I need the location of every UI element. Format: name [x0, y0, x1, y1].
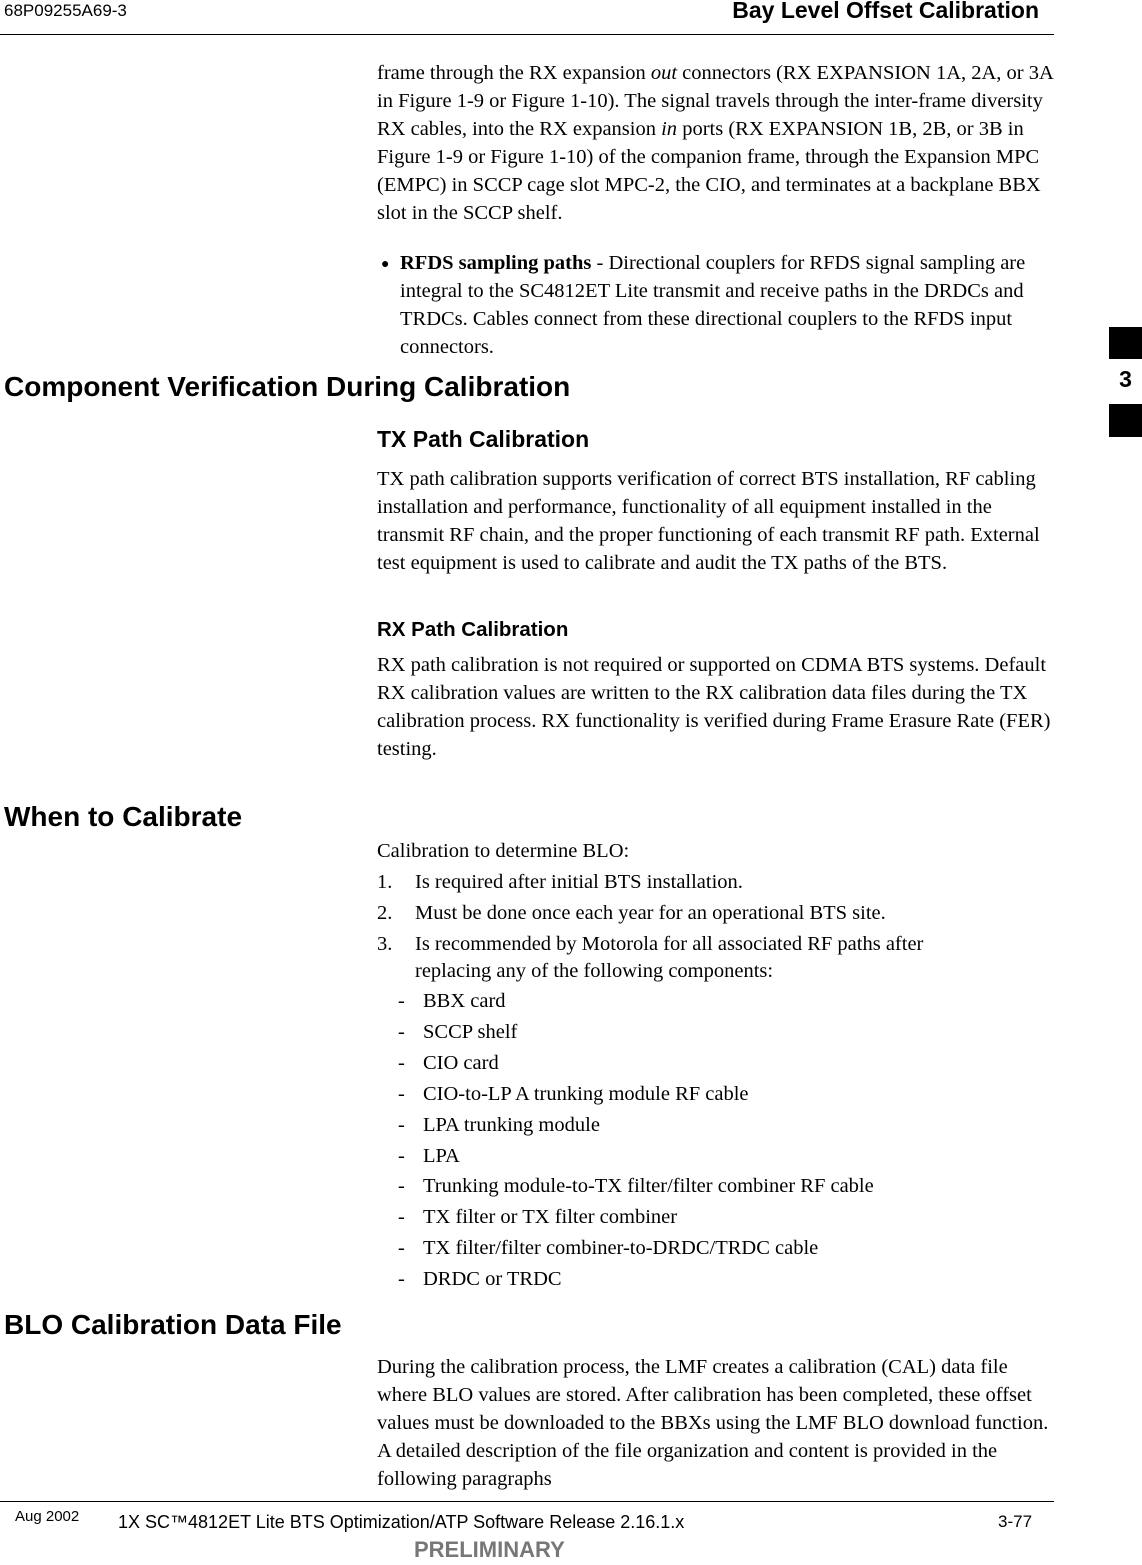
component-list-item: - CIO card: [398, 1052, 499, 1074]
heading-tx-path-calibration: TX Path Calibration: [377, 426, 590, 452]
preliminary-label: PRELIMINARY: [414, 1537, 565, 1562]
rx-path-paragraph: RX path calibration is not required or supported on CDMA BTS systems. Default RX calibration values are written to the RX calibration data files during the TX calibration process. RX functionality is verified during Frame Erasure Rate (FER) testing.: [377, 654, 1051, 760]
footer-rule: [0, 1501, 1054, 1502]
numbered-item-3: 3. Is recommended by Motorola for all associated RF paths after: [377, 933, 924, 955]
rfds-bullet-item: RFDS sampling paths - Directional couplers for RFDS signal sampling are integral to the SC4812ET Lite transmit and receive paths in the DRDCs and TRDCs. Cables connect from these directional couplers to the RFDS input connectors.: [400, 252, 1026, 358]
component-list-item: - CIO-to-LP A trunking module RF cable: [398, 1083, 749, 1105]
footer-date: Aug 2002: [15, 1508, 80, 1525]
blo-data-file-paragraph: During the calibration process, the LMF creates a calibration (CAL) data file where BLO values are stored. After calibration has been completed, these offset values must be downloaded to the BBXs using the LMF BLO download function. A detailed description of the file organization and content is provided in the following paragraphs: [377, 1356, 1049, 1490]
component-list-item: - TX filter/filter combiner-to-DRDC/TRDC cable: [398, 1237, 819, 1259]
bullet-marker: ●: [381, 257, 390, 272]
component-list-item: - TX filter or TX filter combiner: [398, 1206, 678, 1228]
tx-path-paragraph: TX path calibration supports verification of correct BTS installation, RF cabling installation and performance, functionality of all equipment installed in the transmit RF chain, and the proper functioning of each transmit RF path. External test equipment is used to calibrate and audit the TX paths of the BTS.: [377, 468, 1040, 574]
numbered-item-3-continuation: replacing any of the following components:: [415, 960, 774, 982]
heading-rx-path-calibration: RX Path Calibration: [377, 618, 569, 641]
chapter-tab-lower-block: [1109, 404, 1142, 437]
section-header-title: Bay Level Offset Calibration: [732, 0, 1039, 23]
component-list-item: - BBX card: [398, 990, 506, 1012]
component-list-item: - DRDC or TRDC: [398, 1268, 562, 1290]
footer-document-title: 1X SC™4812ET Lite BTS Optimization/ATP Software Release 2.16.1.x: [118, 1512, 685, 1532]
numbered-item-1: 1. Is required after initial BTS installation.: [377, 871, 743, 893]
footer-page-number: 3-77: [998, 1512, 1033, 1531]
header-rule: [0, 34, 1054, 35]
heading-when-to-calibrate: When to Calibrate: [4, 801, 243, 832]
chapter-tab-number: 3: [1119, 366, 1132, 392]
component-list-item: - LPA trunking module: [398, 1114, 600, 1136]
component-list-item: - LPA: [398, 1145, 460, 1167]
rfds-bullet-lead: RFDS sampling paths: [400, 252, 592, 274]
component-list-item: - Trunking module-to-TX filter/filter combiner RF cable: [398, 1175, 874, 1197]
when-intro-text: Calibration to determine BLO:: [377, 840, 630, 862]
chapter-tab-upper-block: [1109, 327, 1142, 359]
heading-blo-calibration-data-file: BLO Calibration Data File: [4, 1309, 342, 1340]
component-list-item: - SCCP shelf: [398, 1021, 518, 1043]
intro-continuation-paragraph: frame through the RX expansion out connectors (RX EXPANSION 1A, 2A, or 3A in Figure 1-9 or Figure 1-10). The signal travels through the inter-frame diversity RX cables, into the RX expansion in ports (RX EXPANSION 1B, 2B, or 3B in Figure 1-9 or Figure 1-10) of the companion frame, through the Expansion MPC (EMPC) in SCCP cage slot MPC-2, the CIO, and terminates at a backplane BBX slot in the SCCP shelf.: [377, 62, 1053, 224]
numbered-item-2: 2. Must be done once each year for an operational BTS site.: [377, 902, 886, 924]
heading-component-verification: Component Verification During Calibration: [4, 371, 571, 402]
document-number: 68P09255A69-3: [4, 1, 127, 20]
